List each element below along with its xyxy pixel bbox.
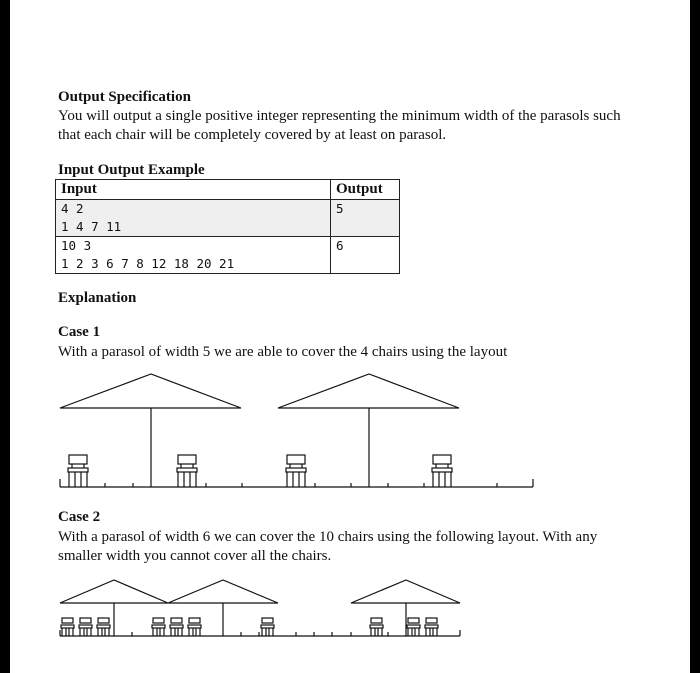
- input-cell: [56, 237, 331, 274]
- case1-parasol-diagram: [10, 365, 690, 495]
- case2-line-2: smaller width you cannot cover all the chairs.: [58, 548, 332, 564]
- chair-icon: [188, 618, 201, 636]
- chair-icon: [177, 455, 197, 487]
- input-line: 4 2: [61, 201, 84, 216]
- parasol-canopy: [60, 580, 168, 603]
- io-example-heading: Input Output Example: [58, 162, 205, 178]
- chair-icon: [261, 618, 274, 636]
- output-cell: 5: [331, 200, 400, 237]
- input-line: 1 4 7 11: [61, 219, 122, 234]
- document-page: [10, 0, 690, 673]
- table-row: [56, 200, 400, 237]
- table-row: [56, 237, 400, 274]
- parasol-canopy: [60, 374, 241, 408]
- parasol-canopy: [351, 580, 460, 603]
- explanation-heading: Explanation: [58, 290, 137, 306]
- output-column-header: Output: [331, 180, 400, 200]
- chair-icon: [97, 618, 110, 636]
- input-line: 10 3: [61, 238, 92, 253]
- case2-parasol-diagram: [10, 574, 690, 646]
- input-column-header: Input: [56, 180, 331, 200]
- chair-icon: [370, 618, 383, 636]
- parasol-canopy: [278, 374, 459, 408]
- case1-title: Case 1: [58, 324, 101, 340]
- case2-text: [58, 528, 678, 566]
- output-spec-heading: Output Specification: [58, 89, 191, 105]
- case2-title: Case 2: [58, 509, 101, 525]
- chair-icon: [407, 618, 420, 636]
- output-spec-line-2: that each chair will be completely covered by at least on parasol.: [58, 127, 447, 143]
- chair-icon: [152, 618, 165, 636]
- parasol-canopy: [168, 580, 278, 603]
- output-spec-text: [58, 107, 678, 145]
- chair-icon: [68, 455, 88, 487]
- case1-text: With a parasol of width 5 we are able to cover the 4 chairs using the layout: [58, 344, 508, 360]
- output-spec-line-1: You will output a single positive integer representing the minimum width of the parasols such: [58, 108, 621, 124]
- io-table-header-row: [56, 180, 400, 200]
- chair-icon: [432, 455, 452, 487]
- input-cell: [56, 200, 331, 237]
- io-example-table: [55, 179, 400, 274]
- chair-icon: [79, 618, 92, 636]
- chair-icon: [425, 618, 438, 636]
- chair-icon: [61, 618, 74, 636]
- input-line: 1 2 3 6 7 8 12 18 20 21: [61, 256, 235, 271]
- output-cell: 6: [331, 237, 400, 274]
- chair-icon: [170, 618, 183, 636]
- chair-icon: [286, 455, 306, 487]
- case2-line-1: With a parasol of width 6 we can cover the 10 chairs using the following layout. With any: [58, 529, 598, 545]
